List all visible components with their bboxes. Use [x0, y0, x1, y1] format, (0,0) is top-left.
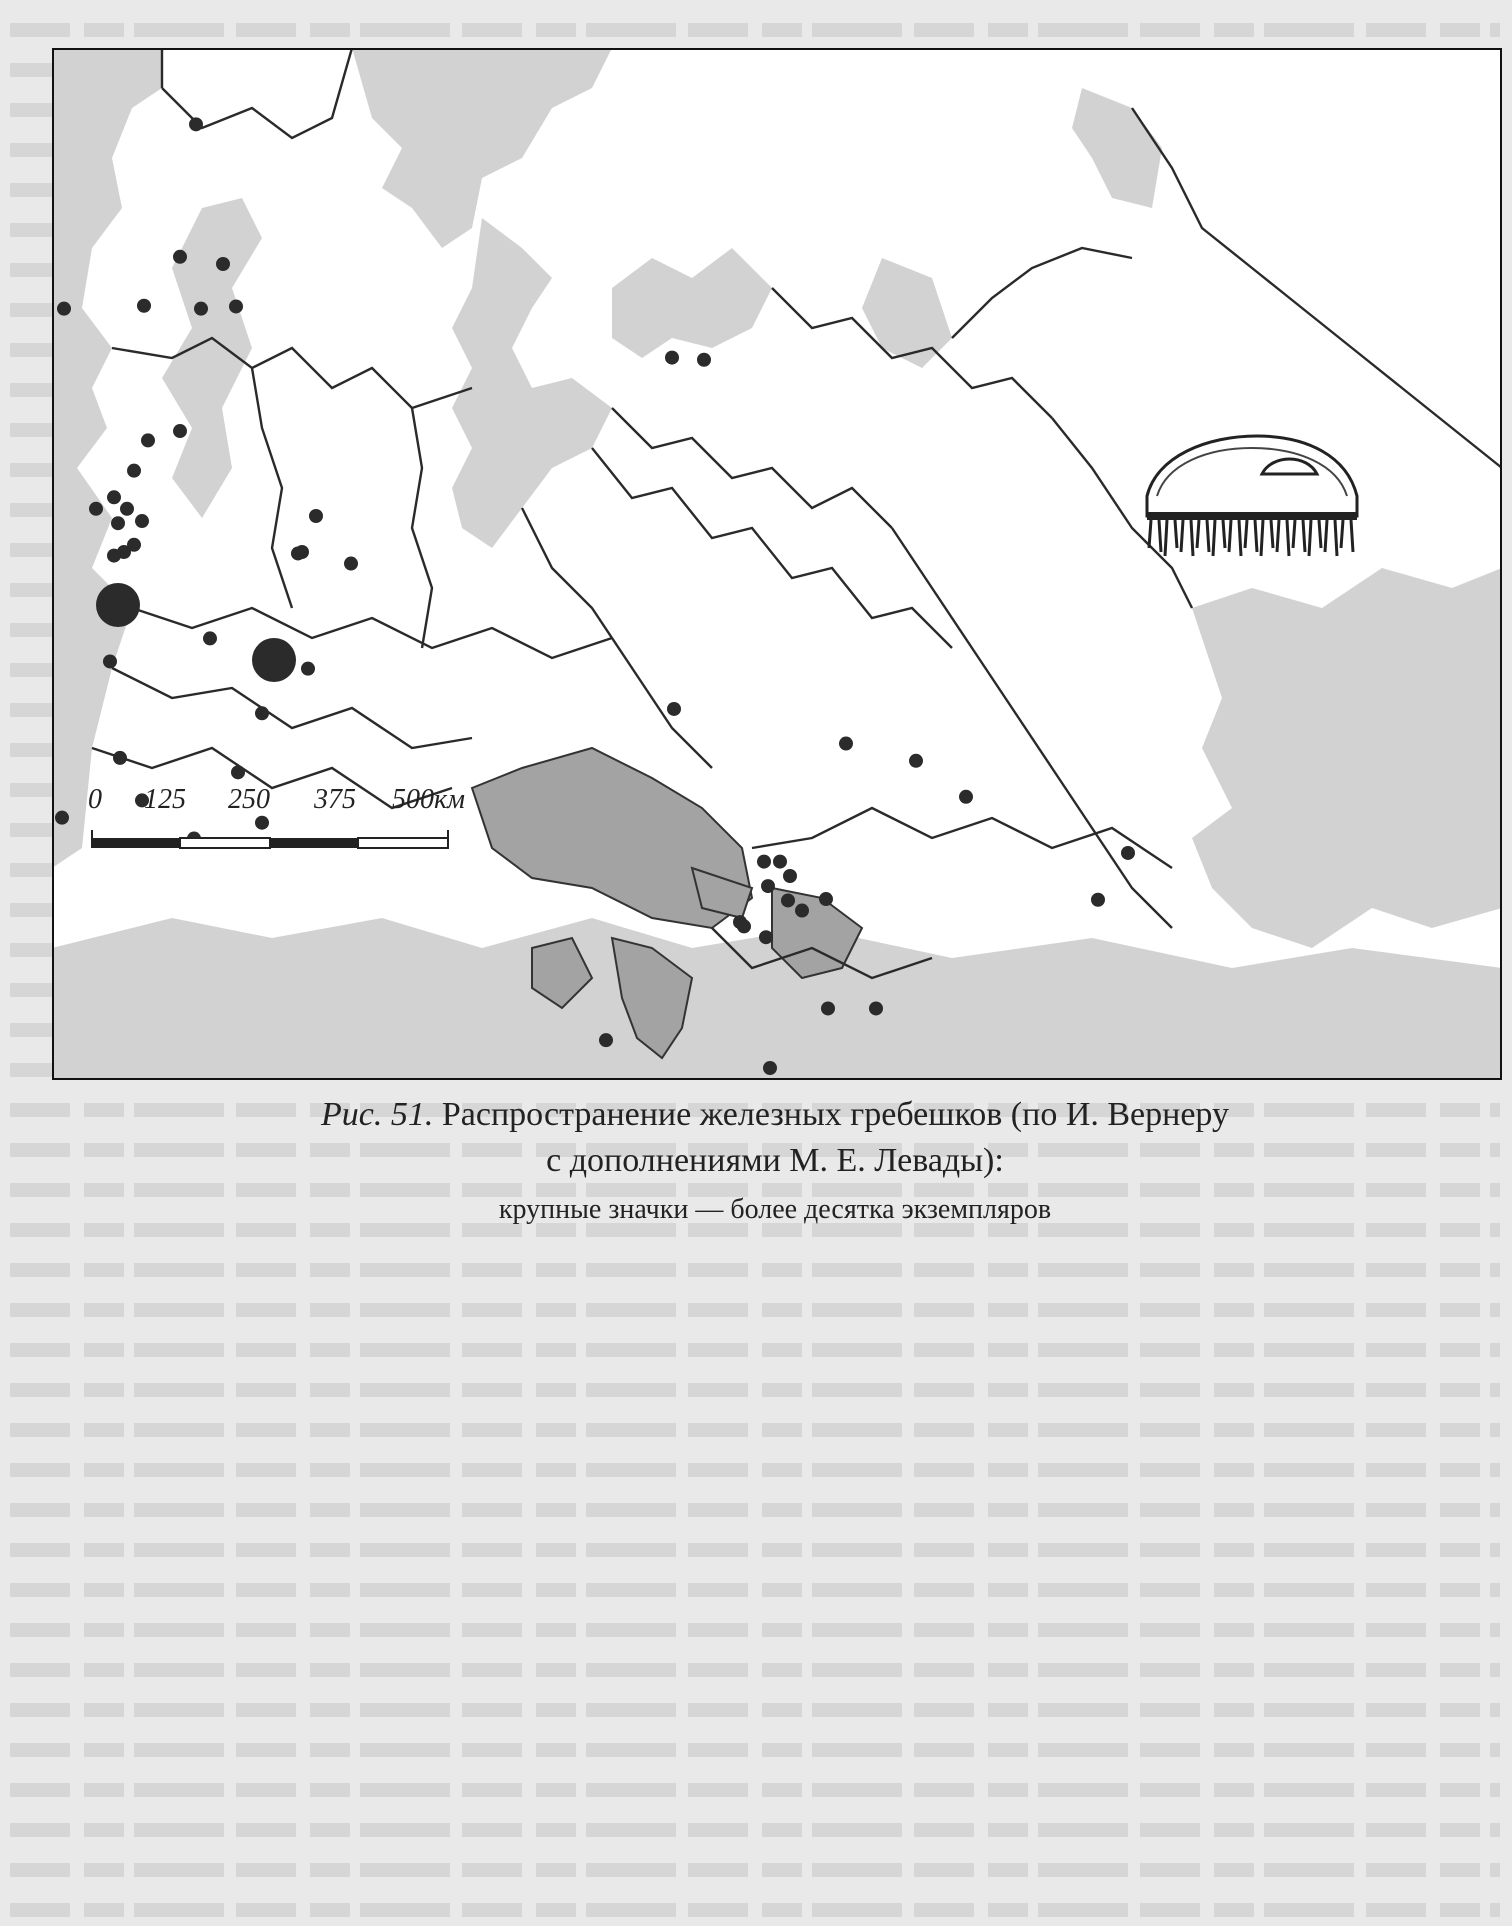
find-site-marker — [344, 557, 358, 571]
comb-tooth — [1213, 520, 1215, 556]
comb-tooth — [1325, 520, 1327, 552]
find-site-marker — [783, 869, 797, 883]
find-site-marker — [127, 538, 141, 552]
find-site-marker — [89, 502, 103, 516]
comb-tooth — [1181, 520, 1183, 552]
scale-label-375: 375 — [314, 784, 356, 815]
find-site-marker-large — [96, 583, 140, 627]
find-site-marker — [757, 855, 771, 869]
find-site-marker — [819, 892, 833, 906]
find-site-marker — [216, 257, 230, 271]
scale-label-250: 250 — [228, 784, 270, 815]
comb-tooth — [1239, 520, 1241, 556]
find-site-marker — [599, 1033, 613, 1047]
find-site-marker — [1091, 893, 1105, 907]
find-site-marker — [821, 1001, 835, 1015]
comb-tooth — [1229, 520, 1231, 552]
find-site-marker — [291, 546, 305, 560]
comb-tooth — [1271, 520, 1273, 548]
scale-label-500: 500км — [392, 784, 465, 815]
find-site-marker — [231, 765, 245, 779]
comb-tooth — [1287, 520, 1289, 556]
scale-label-0: 0 — [88, 784, 102, 815]
find-site-marker — [909, 754, 923, 768]
find-site-marker — [120, 502, 134, 516]
comb-tooth — [1165, 520, 1167, 556]
comb-tooth — [1159, 520, 1161, 552]
comb-tooth — [1207, 520, 1209, 552]
find-site-marker — [107, 549, 121, 563]
find-site-marker — [665, 351, 679, 365]
find-site-marker — [255, 706, 269, 720]
find-site-marker — [733, 915, 747, 929]
comb-tooth — [1335, 520, 1337, 556]
caption-line-2: с дополнениями М. Е. Левады): — [546, 1141, 1004, 1179]
comb-tooth — [1197, 520, 1199, 548]
caption-line-1: Распространение железных гребешков (по И. Вернеру — [441, 1096, 1229, 1133]
find-site-marker — [301, 662, 315, 676]
find-site-marker — [55, 811, 69, 825]
comb-tooth — [1149, 520, 1151, 548]
find-site-marker — [111, 516, 125, 530]
comb-tooth — [1341, 520, 1343, 548]
find-site-marker — [839, 737, 853, 751]
find-site-marker — [229, 299, 243, 313]
find-site-marker — [135, 514, 149, 528]
comb-tooth — [1293, 520, 1295, 548]
caption-note: крупные значки — более десятка экземпляров — [498, 1194, 1052, 1225]
find-site-marker — [173, 250, 187, 264]
find-site-marker — [781, 893, 795, 907]
comb-tooth — [1319, 520, 1321, 548]
find-site-marker — [103, 654, 117, 668]
find-site-marker — [255, 816, 269, 830]
find-site-marker-large — [252, 638, 296, 682]
find-site-marker — [667, 702, 681, 716]
find-site-marker — [194, 302, 208, 316]
comb-tooth — [1255, 520, 1257, 552]
find-site-marker — [773, 855, 787, 869]
find-site-marker — [127, 464, 141, 478]
comb-tooth — [1277, 520, 1279, 552]
scale-label-125: 125 — [144, 784, 186, 815]
comb-tooth — [1351, 520, 1353, 552]
comb-tooth — [1191, 520, 1193, 556]
find-site-marker — [309, 509, 323, 523]
find-site-marker — [759, 930, 773, 944]
map-figure — [52, 48, 1502, 1080]
find-site-marker — [113, 751, 127, 765]
figure-label: Рис. 51. — [321, 1096, 434, 1133]
find-site-marker — [57, 302, 71, 316]
comb-tooth — [1223, 520, 1225, 548]
find-site-marker — [763, 1061, 777, 1075]
find-site-marker — [189, 117, 203, 131]
find-site-marker — [697, 353, 711, 367]
find-site-marker — [795, 904, 809, 918]
comb-tooth — [1261, 520, 1263, 556]
figure-caption — [100, 1092, 1450, 1184]
find-site-marker — [761, 879, 775, 893]
comb-tooth — [1309, 520, 1311, 556]
find-site-marker — [107, 490, 121, 504]
comb-tooth — [1303, 520, 1305, 552]
find-site-marker — [959, 790, 973, 804]
find-site-marker — [203, 631, 217, 645]
find-site-marker — [137, 299, 151, 313]
find-site-marker — [1121, 846, 1135, 860]
find-site-marker — [869, 1001, 883, 1015]
find-site-marker — [141, 433, 155, 447]
comb-tooth — [1245, 520, 1247, 548]
comb-tooth — [1175, 520, 1177, 548]
find-site-marker — [173, 424, 187, 438]
